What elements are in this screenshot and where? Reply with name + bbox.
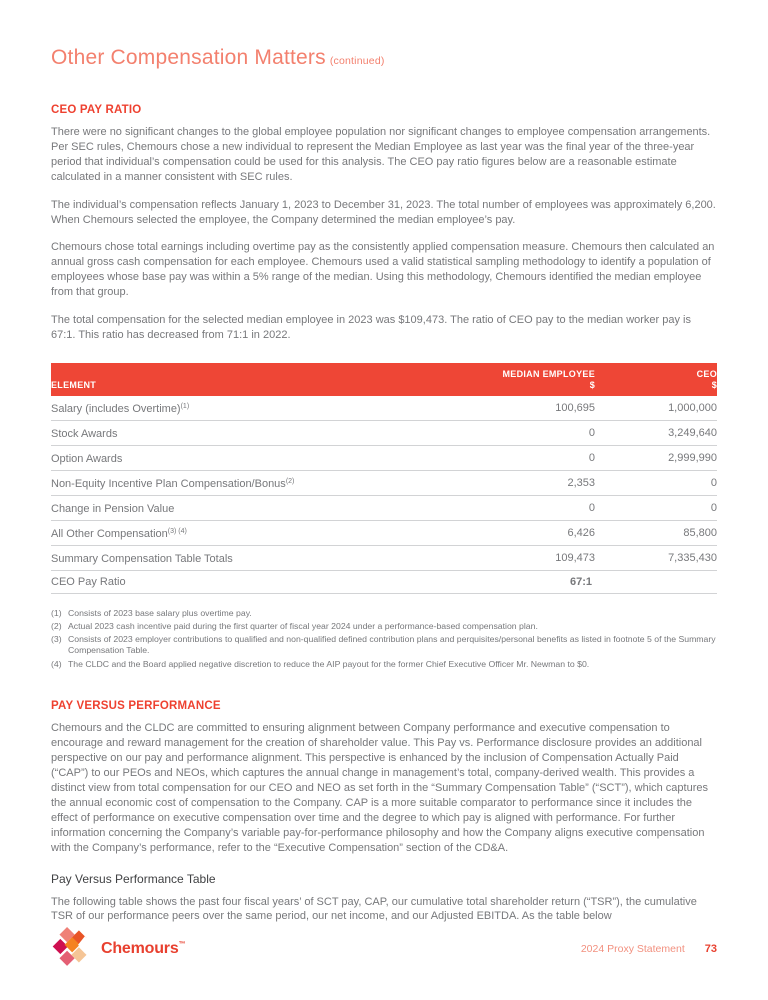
footnote-marker: (3) bbox=[51, 634, 62, 645]
ceo-pay-ratio-value: 67:1 bbox=[445, 570, 717, 593]
ceo-value: 0 bbox=[595, 470, 717, 495]
footnote-reference: (2) bbox=[285, 477, 295, 485]
table-row bbox=[51, 470, 717, 495]
chemours-wordmark: Chemours™ bbox=[101, 940, 186, 957]
column-header-ceo-unit: $ bbox=[711, 379, 717, 390]
ceo-value: 85,800 bbox=[595, 520, 717, 545]
median-value: 2,353 bbox=[445, 470, 595, 495]
ceo-value: 1,000,000 bbox=[595, 396, 717, 421]
ceo-pay-ratio-paragraph-4: The total compensation for the selected median employee in 2023 was $109,473. The ratio of CEO pay to the median worker pay is 67:1. This ratio has decreased from 71:1 in 2022. bbox=[51, 314, 691, 341]
footnote-text: The CLDC and the Board applied negative discretion to reduce the AIP payout for the former Chief Executive Officer Mr. Newman to $0. bbox=[68, 658, 590, 669]
footnote-reference: (3) (4) bbox=[167, 527, 187, 535]
pay-versus-performance-paragraph-2: The following table shows the past four fiscal years’ of SCT pay, CAP, our cumulative total shareholder return (“TSR”), the cumulative TSR of our performance peers over the same period, our net income, and our Adjusted EBITDA. As the table below bbox=[51, 895, 697, 923]
table-header-row bbox=[51, 363, 717, 396]
median-value: 6,426 bbox=[445, 520, 595, 545]
median-value: 0 bbox=[445, 495, 595, 520]
column-header-ceo-label: CEO bbox=[696, 368, 717, 379]
column-header-median-employee bbox=[445, 363, 595, 396]
row-label: Salary (includes Overtime)$^{(1)}$ bbox=[51, 396, 445, 421]
footnote-text: Actual 2023 cash incentive paid during the first quarter of fiscal year 2024 under a performance-based compensation plan. bbox=[68, 621, 538, 632]
footnote-3 bbox=[51, 634, 717, 656]
footnote-marker: (1) bbox=[51, 607, 62, 618]
page-footer bbox=[51, 920, 717, 978]
footnote-text: Consists of 2023 base salary plus overtime pay. bbox=[68, 607, 252, 618]
table-header bbox=[51, 363, 717, 396]
page-title bbox=[51, 46, 717, 73]
column-header-element: ELEMENT bbox=[51, 363, 445, 396]
footnote-reference: (1) bbox=[180, 402, 190, 410]
row-label: CEO Pay Ratio bbox=[51, 570, 445, 593]
median-value: 100,695 bbox=[445, 396, 595, 421]
ceo-value: 2,999,990 bbox=[595, 445, 717, 470]
median-value: 109,473 bbox=[445, 545, 595, 570]
ceo-value: 7,335,430 bbox=[595, 545, 717, 570]
ceo-pay-ratio-table bbox=[51, 363, 717, 594]
chemours-logo-icon bbox=[51, 925, 95, 973]
page-number: 73 bbox=[704, 943, 717, 955]
row-label: Option Awards bbox=[51, 445, 445, 470]
table-row bbox=[51, 520, 717, 545]
pay-versus-performance-table-subheading: Pay Versus Performance Table bbox=[51, 871, 216, 886]
median-value: 0 bbox=[445, 420, 595, 445]
chemours-brand bbox=[51, 925, 185, 973]
footnote-1 bbox=[51, 608, 717, 619]
column-header-ceo bbox=[595, 363, 717, 396]
document-label: 2024 Proxy Statement bbox=[580, 943, 685, 955]
footnote-text: Consists of 2023 employer contributions to qualified and non-qualified defined contribution plans and perquisites/personal benefits as listed in footnote 5 of the Summary Compensation Table. bbox=[68, 634, 716, 656]
table-row bbox=[51, 545, 717, 570]
ceo-pay-ratio-paragraph-3: Chemours chose total earnings including overtime pay as the consistently applied compensation measure. Chemours then calculated an annual gross cash compensation for each employee. Chemours used a valid statistical sampling methodology to identify a population of employees whose base pay was within a 5% range of the median. Using this methodology, Chemours identified the median employee from that group. bbox=[51, 241, 715, 299]
column-header-median-unit: $ bbox=[589, 379, 595, 390]
median-value: 0 bbox=[445, 445, 595, 470]
page-title-continued: (continued) bbox=[329, 55, 385, 67]
footnote-marker: (2) bbox=[51, 621, 62, 632]
table-row bbox=[51, 396, 717, 421]
row-label: All Other Compensation$^{(3) (4)}$ bbox=[51, 520, 445, 545]
page-title-text: Other Compensation Matters bbox=[51, 46, 326, 69]
footer-pagination bbox=[581, 943, 717, 955]
table-row bbox=[51, 495, 717, 520]
table-row bbox=[51, 420, 717, 445]
row-label: Summary Compensation Table Totals bbox=[51, 545, 445, 570]
footnote-2 bbox=[51, 621, 717, 632]
column-header-median-label: MEDIAN EMPLOYEE bbox=[502, 368, 595, 379]
ceo-pay-ratio-heading: CEO PAY RATIO bbox=[51, 104, 142, 116]
ceo-pay-ratio-paragraph-1: There were no significant changes to the global employee population nor significant changes to employee compensation arrangements. Per SEC rules, Chemours chose a new individual to represent the Median Employee as last year was the final year of the three-year period that individual’s compensation could be used for this analysis. The CEO pay ratio figures below are a reasonable estimate calculated in a manner consistent with SEC rules. bbox=[51, 126, 711, 183]
row-label: Change in Pension Value bbox=[51, 495, 445, 520]
footnote-marker: (4) bbox=[51, 658, 62, 669]
ceo-value: 3,249,640 bbox=[595, 420, 717, 445]
pay-versus-performance-paragraph: Chemours and the CLDC are committed to ensuring alignment between Company performance and executive compensation to encourage and reward management for the creation of shareholder value. This Pay vs. Performance disclosure provides an additional perspective on our pay and performance alignment. This perspective is enhanced by the inclusion of Compensation Actually Paid (“CAP”) to our PEOs and NEOs, which captures the annual change in management’s total, company-derived wealth. This provides a distinct view from total compensation for our CEO and NEO as set forth in the “Summary Compensation Table” (“SCT”), which captures the annual economic cost of compensation to the Company. CAP is a more suitable comparator to performance since it includes the effect of performance on executive compensation over time and the degree to which pay is aligned with performance. For further information concerning the Company’s variable pay-for-performance philosophy and how the Company aligns executive compensation with the Company’s performance, refer to the “Executive Compensation” section of the CD&A. bbox=[51, 722, 708, 854]
footnotes bbox=[51, 608, 717, 669]
row-label: Stock Awards bbox=[51, 420, 445, 445]
footnote-4 bbox=[51, 659, 717, 670]
trademark-symbol: ™ bbox=[178, 941, 186, 948]
table-row-ceo-pay-ratio bbox=[51, 570, 717, 593]
table-row bbox=[51, 445, 717, 470]
pay-versus-performance-heading: PAY VERSUS PERFORMANCE bbox=[51, 700, 221, 713]
ceo-pay-ratio-paragraph-2: The individual’s compensation reflects January 1, 2023 to December 31, 2023. The total number of employees was approximately 6,200. When Chemours selected the employee, the Company determined the median employee’s pay. bbox=[51, 198, 716, 226]
ceo-value: 0 bbox=[595, 495, 717, 520]
table-body bbox=[51, 396, 717, 594]
row-label: Non-Equity Incentive Plan Compensation/Bonus$^{(2)}$ bbox=[51, 470, 445, 495]
